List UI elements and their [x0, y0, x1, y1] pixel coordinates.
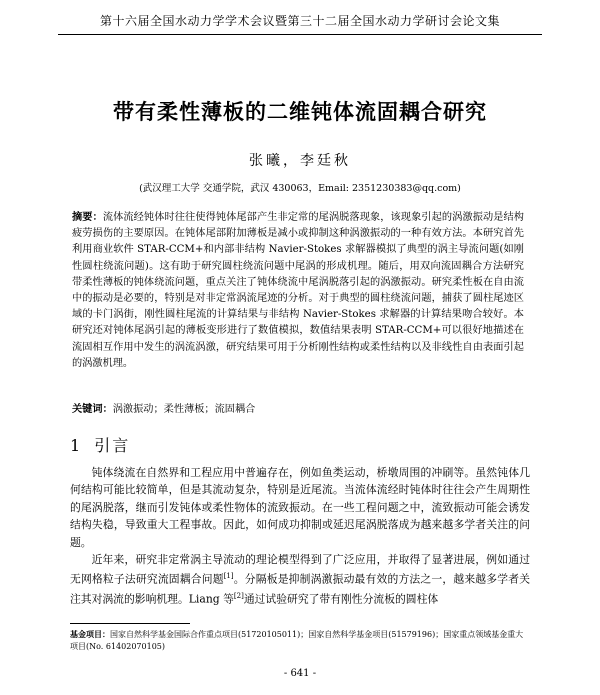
paper-authors: 张曦，李廷秋 — [249, 153, 351, 169]
section-title: 引言 — [94, 436, 131, 455]
p2-part-c: 通过试验研究了带有刚性分流板的圆柱体 — [243, 593, 439, 607]
running-header: 第十六届全国水动力学学术会议暨第三十二届全国水动力学研讨会论文集 — [58, 12, 542, 35]
paper-title: 带有柔性薄板的二维钝体流固耦合研究 — [113, 100, 487, 124]
p2-part-a: 近年来，研究非定常涡主导流动的理论模型得到了广泛应用，并取得了显著进展，例如通过无网格粒子法研究流固耦合问题 — [70, 553, 530, 587]
paper-affiliation: (武汉理工大学 交通学院，武汉 430063，Email: 2351230383@qq.com) — [139, 183, 461, 194]
body-text — [70, 464, 530, 608]
funding-text: 国家自然科学基金国际合作重点项目(51720105011)；国家自然科学基金项目(51579196)；国家重点领域基金重大项目(No. 61402070105) — [70, 630, 524, 651]
footnote-divider — [70, 623, 190, 624]
citation-1: [1] — [223, 572, 234, 581]
abstract — [72, 210, 524, 372]
section-heading — [70, 433, 130, 456]
abstract-text: 流体流经钝体时往往使得钝体尾部产生非定常的尾涡脱落现象，该现象引起的涡激振动是结构疲劳损伤的主要原因。在钝体尾部附加薄板是减小或抑制这种涡激振动的一种有效方法。本研究首先利用商业软件 STAR-CCM+和内部非结构 Navier-Stokes 求解器模拟了典型的涡主导流问题(如刚性圆柱绕流问题)。这有助于研究圆柱绕流问题中尾涡的形成机理。随后，用双向流固耦合方法研究带柔性薄板的钝体绕流问题，重点关注了钝体绕流中尾涡脱落引起的涡激振动。研究柔性板在自由流中的振动是必要的，特别是对非定常涡流尾迹的分析。对于典型的圆柱绕流问题，捕获了圆柱尾迹区域的卡门涡街，刚性圆柱尾流的计算结果与非结构 Navier-Stokes 求解器的计算结果吻合较好。本研究还对钝体尾涡引起的薄板变形进行了数值模拟，数值结果表明 STAR-CCM+可以很好地描述在流固相互作用中发生的涡流涡激，研究结果可用于分析刚性结构或柔性结构以及非线性自由表面引起的涡激机理。 — [72, 212, 524, 369]
keywords-label: 关键词： — [72, 404, 113, 415]
p2-part-b: 。分隔板是抑制涡激振动最有效的方法之一，越来越多学者关注其对涡流的影响机理。Liang 等 — [70, 573, 530, 607]
citation-2: [2] — [233, 592, 244, 601]
keywords — [72, 402, 524, 418]
funding-label: 基金项目： — [70, 629, 110, 639]
body-paragraph-1: 钝体绕流在自然界和工程应用中普遍存在，例如鱼类运动，桥墩周围的冲刷等。虽然钝体几何结构可能比较简单，但是其流动复杂，特别是近尾流。当流体流经时钝体时往往会产生周期性的尾涡脱落，继而引发钝体或柔性物体的流致振动。在一些工程问题之中，流致振动可能会诱发结构失稳，导致重大工程事故。因此，如何成功抑制或延迟尾涡脱落成为越来越多学者关注的问题。 — [70, 466, 530, 549]
body-paragraph-2 — [70, 551, 530, 608]
section-number: 1 — [70, 436, 83, 455]
keywords-text: 涡激振动；柔性薄板；流固耦合 — [112, 404, 256, 415]
abstract-label: 摘要： — [72, 212, 103, 223]
funding-footnote — [70, 628, 530, 653]
page-number: - 641 - — [283, 668, 317, 679]
